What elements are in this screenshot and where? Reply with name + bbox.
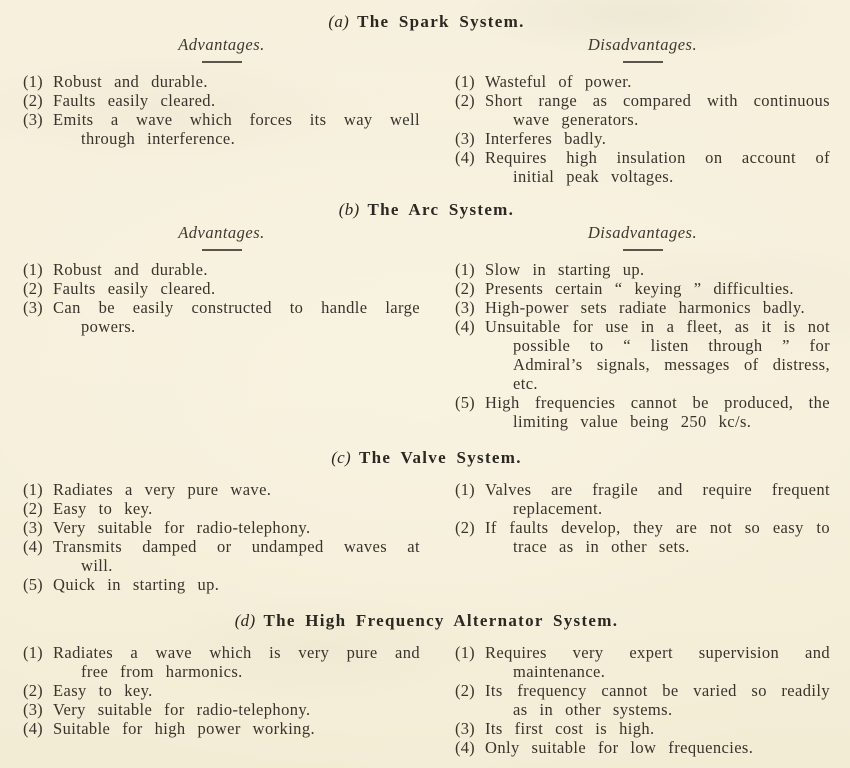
item-text: Requires high insulation on account of initial peak voltages. [485,148,830,186]
list-item [455,317,830,393]
item-number: (4) [455,738,475,757]
header-rule [202,61,242,63]
list-item [23,681,420,700]
item-number: (3) [455,719,475,738]
section-label: (c) [331,448,351,467]
item-number: (5) [23,575,43,594]
section-heading [23,447,830,468]
item-text: Quick in starting up. [53,575,220,594]
item-text: Radiates a wave which is very pure and free from harmonics. [53,643,420,681]
column-headers [23,223,830,251]
item-text: Robust and durable. [53,72,208,91]
header-rule [623,61,663,63]
disadvantages-header-label: Disadvantages. [587,35,698,54]
item-number: (4) [455,317,475,336]
section-spark-system [23,11,830,186]
list-item [455,72,830,91]
item-text: Its first cost is high. [485,719,655,738]
advantages-header [23,35,420,63]
list-item [23,537,420,575]
item-number: (2) [455,518,475,537]
item-text: Transmits damped or undamped waves at will. [53,537,420,575]
disadvantages-header-label: Disadvantages. [587,223,698,242]
list-item [455,129,830,148]
disadvantages-list [455,260,830,431]
item-text: Its frequency cannot be varied so readily as in other systems. [485,681,830,719]
list-item [23,480,420,499]
item-text: Interferes badly. [485,129,607,148]
list-item [455,279,830,298]
item-number: (2) [455,279,475,298]
section-title: The Valve System. [358,448,522,467]
item-text: Only suitable for low frequencies. [485,738,754,757]
list-item [455,518,830,556]
section-label: (d) [234,611,256,630]
section-title: The High Frequency Alternator System. [263,611,619,630]
item-number: (3) [23,110,43,129]
list-item [23,110,420,148]
item-number: (1) [455,260,475,279]
list-item [455,480,830,518]
disadvantages-list [455,480,830,594]
section-valve-system [23,447,830,594]
item-text: Very suitable for radio-telephony. [53,518,311,537]
section-label: (a) [328,12,350,31]
list-item [455,148,830,186]
item-text: Easy to key. [53,499,153,518]
list-item [455,91,830,129]
item-number: (2) [455,91,475,110]
advantages-list [23,643,420,757]
item-number: (3) [23,298,43,317]
item-number: (5) [455,393,475,412]
section-heading [23,610,830,631]
list-item [23,260,420,279]
list-item [455,681,830,719]
item-number: (4) [23,537,43,556]
advantages-list [23,480,420,594]
list-item [23,575,420,594]
item-text: Wasteful of power. [485,72,632,91]
columns [23,643,830,757]
list-item [23,719,420,738]
list-item [23,499,420,518]
section-label: (b) [338,200,360,219]
item-text: Presents certain “ keying ” difficulties. [485,279,794,298]
item-text: Valves are fragile and require frequent replacement. [485,480,830,518]
list-item [23,91,420,110]
item-number: (3) [23,700,43,719]
advantages-header-label: Advantages. [178,223,265,242]
item-number: (2) [23,681,43,700]
item-number: (2) [23,499,43,518]
header-rule [623,249,663,251]
disadvantages-list [455,643,830,757]
list-item [455,643,830,681]
item-number: (1) [455,480,475,499]
list-item [23,518,420,537]
item-text: Very suitable for radio-telephony. [53,700,311,719]
item-text: Short range as compared with continuous wave generators. [485,91,830,129]
list-item [23,279,420,298]
item-text: Faults easily cleared. [53,91,216,110]
item-text: Slow in starting up. [485,260,645,279]
item-text: Robust and durable. [53,260,208,279]
item-text: Requires very expert supervision and maintenance. [485,643,830,681]
header-rule [202,249,242,251]
item-text: Can be easily constructed to handle large powers. [53,298,420,336]
item-text: Suitable for high power working. [53,719,316,738]
item-number: (1) [23,72,43,91]
item-text: Radiates a very pure wave. [53,480,272,499]
item-text: Unsuitable for use in a fleet, as it is not possible to “ listen through ” for Admiral’s signals, messages of distress, etc. [485,317,830,393]
columns [23,72,830,186]
item-number: (1) [455,643,475,662]
list-item [455,719,830,738]
item-number: (3) [23,518,43,537]
columns [23,480,830,594]
item-number: (4) [23,719,43,738]
list-item [455,738,830,757]
columns [23,260,830,431]
item-text: Emits a wave which forces its way well through interference. [53,110,420,148]
section-hf-alternator-system [23,610,830,757]
advantages-list [23,72,420,186]
item-number: (1) [23,643,43,662]
advantages-list [23,260,420,431]
item-number: (4) [455,148,475,167]
section-title: The Spark System. [357,12,525,31]
item-number: (1) [23,480,43,499]
section-title: The Arc System. [367,200,515,219]
disadvantages-header [455,35,830,63]
list-item [23,643,420,681]
list-item [23,700,420,719]
advantages-header-label: Advantages. [178,35,265,54]
item-number: (2) [455,681,475,700]
item-number: (1) [23,260,43,279]
section-heading [23,199,830,220]
section-heading [23,11,830,32]
list-item [455,298,830,317]
list-item [455,260,830,279]
item-number: (3) [455,129,475,148]
item-number: (2) [23,91,43,110]
list-item [23,72,420,91]
item-number: (2) [23,279,43,298]
list-item [455,393,830,431]
advantages-header [23,223,420,251]
item-text: High frequencies cannot be produced, the limiting value being 250 kc/s. [485,393,830,431]
disadvantages-list [455,72,830,186]
item-text: Easy to key. [53,681,153,700]
item-number: (1) [455,72,475,91]
section-arc-system [23,199,830,431]
disadvantages-header [455,223,830,251]
column-headers [23,35,830,63]
item-number: (3) [455,298,475,317]
item-text: Faults easily cleared. [53,279,216,298]
item-text: High-power sets radiate harmonics badly. [485,298,806,317]
item-text: If faults develop, they are not so easy to trace as in other sets. [485,518,830,556]
list-item [23,298,420,336]
